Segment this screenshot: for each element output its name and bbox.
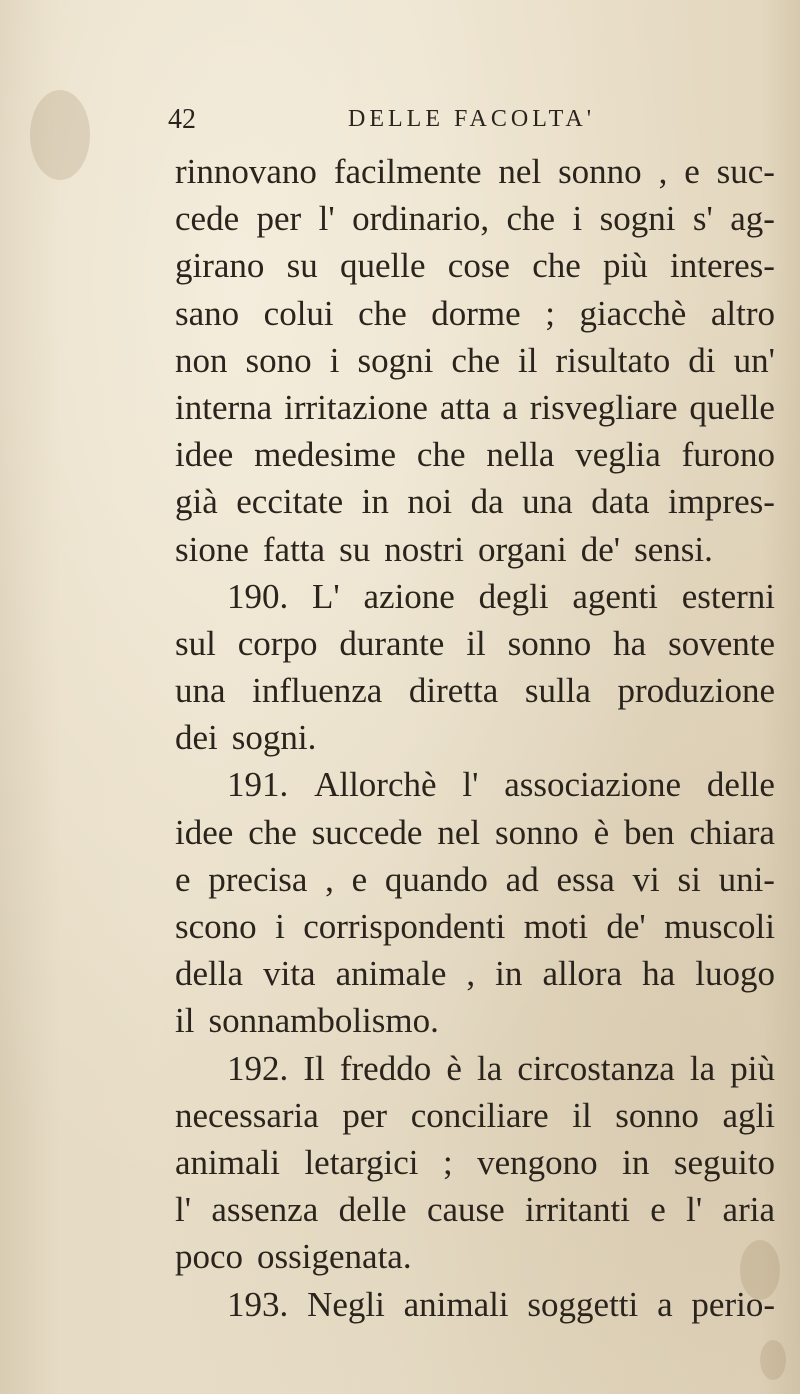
body-text	[175, 148, 775, 1328]
word: della	[175, 954, 244, 994]
word: durante	[339, 623, 445, 663]
word: ha	[613, 623, 647, 663]
word: irritanti	[525, 1190, 630, 1230]
word: 191.	[227, 765, 289, 805]
word: agli	[722, 1095, 775, 1135]
word: soggetti	[527, 1284, 639, 1324]
word: sogni	[599, 199, 676, 239]
page-number: 42	[168, 104, 196, 135]
word: delle	[338, 1190, 407, 1230]
text-line	[175, 1186, 775, 1233]
word: esterni	[681, 576, 775, 616]
page-header	[168, 104, 628, 144]
word: sonno	[615, 1095, 699, 1135]
word: il	[518, 340, 538, 380]
word: sensi.	[634, 529, 713, 569]
word: corpo	[237, 623, 318, 663]
word: animali	[175, 1142, 280, 1182]
word: che	[506, 199, 556, 239]
word: ,	[325, 859, 334, 899]
word: ha	[642, 954, 676, 994]
word: girano	[175, 246, 265, 286]
text-line	[175, 290, 775, 337]
word: ag-	[730, 199, 775, 239]
word: più	[603, 246, 648, 286]
word: sulla	[524, 671, 591, 711]
running-head: DELLE FACOLTA'	[348, 106, 596, 132]
word: l'	[462, 765, 479, 805]
word: facilmente	[333, 152, 482, 191]
word: degli	[478, 576, 549, 616]
word: perio-	[691, 1284, 775, 1324]
word: eccitate	[236, 482, 344, 522]
word: sonno	[495, 812, 579, 852]
word: un'	[733, 340, 775, 380]
word: vita	[263, 954, 316, 994]
word: aria	[722, 1190, 775, 1230]
word: vi	[632, 859, 660, 899]
word: in	[495, 954, 523, 994]
text-line	[175, 1233, 775, 1280]
text-line	[175, 195, 775, 242]
text-line	[175, 761, 775, 808]
word: sono	[245, 340, 312, 380]
text-line	[175, 384, 775, 431]
word: sogni	[357, 340, 434, 380]
word: l'	[318, 199, 335, 239]
word: ossigenata.	[257, 1237, 412, 1277]
text-line	[175, 573, 775, 620]
word: cause	[426, 1190, 505, 1230]
word: risultato	[555, 340, 671, 380]
word: impres-	[667, 482, 775, 522]
word: sul	[175, 623, 216, 663]
word: il	[175, 1001, 195, 1041]
word: irritazione	[284, 387, 428, 427]
word: che	[451, 340, 500, 380]
word: è	[593, 812, 610, 852]
word: fatta	[262, 529, 326, 569]
text-line	[175, 714, 775, 761]
text-line	[175, 526, 775, 573]
word: freddo	[339, 1048, 432, 1088]
word: per	[256, 199, 302, 239]
word: che	[358, 293, 407, 333]
word: che	[416, 435, 466, 475]
word: interes-	[670, 246, 775, 286]
text-line	[175, 1092, 775, 1139]
text-line	[175, 242, 775, 289]
word: circostanza	[517, 1048, 675, 1088]
word: su	[339, 529, 371, 569]
paper-stain	[760, 1340, 786, 1380]
word: luogo	[695, 954, 775, 994]
word: essa	[556, 859, 615, 899]
word: seguito	[673, 1142, 775, 1182]
word: sano	[175, 293, 240, 333]
word: nostri	[384, 529, 464, 569]
word: idee	[175, 812, 234, 852]
word: l'	[175, 1190, 192, 1230]
word: data	[591, 482, 650, 522]
word: corrispondenti	[303, 907, 506, 946]
word: animali	[403, 1284, 509, 1324]
word: de'	[580, 529, 621, 569]
word: influenza	[252, 671, 383, 711]
word: non	[175, 340, 228, 380]
word: dorme	[431, 293, 521, 333]
word: rinnovano	[175, 152, 317, 191]
word: furono	[681, 435, 775, 475]
word: azione	[363, 576, 455, 616]
text-line	[175, 809, 775, 856]
word: è	[446, 1048, 462, 1088]
word: veglia	[575, 435, 661, 475]
word: il	[466, 623, 486, 663]
word: cede	[175, 199, 240, 239]
word: s'	[692, 199, 713, 239]
word: chiara	[689, 812, 775, 852]
word: risvegliare	[529, 387, 678, 427]
word: muscoli	[664, 907, 775, 946]
word: sogni.	[231, 718, 317, 758]
text-line	[175, 1281, 775, 1328]
word: ,	[466, 954, 476, 994]
word: quelle	[340, 246, 426, 286]
word: colui	[263, 293, 334, 333]
word: sonno	[507, 623, 592, 663]
word: la	[689, 1048, 716, 1088]
word: produzione	[617, 671, 775, 711]
word: sonno	[558, 152, 642, 191]
word: già	[175, 482, 218, 522]
text-line	[175, 620, 775, 667]
word: più	[730, 1048, 775, 1088]
word: moti	[523, 907, 588, 946]
word: su	[286, 246, 318, 286]
text-line	[175, 1045, 775, 1092]
word: sovente	[668, 623, 775, 663]
word: e	[650, 1190, 666, 1230]
word: medesime	[254, 435, 397, 475]
word: nel	[437, 812, 481, 852]
word: uni-	[718, 859, 775, 899]
word: Allorchè	[314, 765, 437, 805]
word: ad	[505, 859, 539, 899]
word: L'	[312, 576, 340, 616]
word: altro	[710, 293, 775, 333]
word: 193.	[227, 1284, 289, 1324]
word: e	[175, 859, 191, 899]
word: necessaria	[175, 1095, 319, 1135]
word: a	[502, 387, 518, 427]
word: conciliare	[410, 1095, 549, 1135]
word: dei	[175, 718, 218, 758]
word: di	[688, 340, 716, 380]
word: l'	[686, 1190, 703, 1230]
word: allora	[542, 954, 623, 994]
word: associazione	[504, 765, 682, 805]
word: da	[470, 482, 504, 522]
text-line	[175, 337, 775, 384]
text-line	[175, 667, 775, 714]
text-line	[175, 856, 775, 903]
text-line	[175, 1139, 775, 1186]
word: organi	[477, 529, 567, 569]
word: una	[522, 482, 573, 522]
word: quando	[384, 859, 488, 899]
text-line	[175, 431, 775, 478]
word: che	[532, 246, 581, 286]
word: i	[275, 907, 285, 946]
word: giacchè	[579, 293, 687, 333]
word: il	[572, 1095, 592, 1135]
word: precisa	[208, 859, 308, 899]
word: ben	[624, 812, 675, 852]
word: nella	[486, 435, 555, 475]
word: ordinario,	[352, 199, 490, 239]
word: i	[329, 340, 340, 380]
word: ,	[658, 152, 668, 191]
text-line	[175, 148, 775, 195]
word: e	[351, 859, 368, 899]
word: una	[175, 671, 226, 711]
word: suc-	[716, 152, 775, 191]
word: ;	[545, 293, 555, 333]
word: diretta	[408, 671, 499, 711]
text-line	[175, 903, 775, 950]
word: idee	[175, 435, 234, 475]
word: i	[572, 199, 583, 239]
word: Negli	[307, 1284, 385, 1324]
word: delle	[706, 765, 775, 805]
word: vengono	[477, 1142, 598, 1182]
word: succede	[311, 812, 423, 852]
word: scono	[175, 907, 257, 946]
word: agenti	[572, 576, 658, 616]
word: animale	[335, 954, 447, 994]
word: cose	[447, 246, 510, 286]
word: per	[342, 1095, 388, 1135]
paper-stain	[30, 90, 90, 180]
word: noi	[407, 482, 453, 522]
word: Il	[303, 1048, 325, 1088]
word: assenza	[211, 1190, 319, 1230]
word: e	[684, 152, 700, 191]
word: ;	[442, 1142, 453, 1182]
word: nel	[498, 152, 542, 191]
word: in	[361, 482, 389, 522]
word: che	[248, 812, 297, 852]
word: sione	[175, 529, 249, 569]
word: sonnambolismo.	[208, 1001, 439, 1041]
word: a	[657, 1284, 673, 1324]
text-line	[175, 478, 775, 525]
word: si	[677, 859, 701, 899]
word: 192.	[227, 1048, 289, 1088]
word: letargici	[304, 1142, 419, 1182]
word: interna	[175, 387, 273, 427]
word: poco	[175, 1237, 244, 1277]
word: atta	[439, 387, 491, 427]
word: 190.	[227, 576, 289, 616]
text-line	[175, 997, 775, 1044]
word: in	[622, 1142, 650, 1182]
text-line	[175, 950, 775, 997]
word: quelle	[689, 387, 775, 427]
word: de'	[606, 907, 646, 946]
word: la	[476, 1048, 503, 1088]
